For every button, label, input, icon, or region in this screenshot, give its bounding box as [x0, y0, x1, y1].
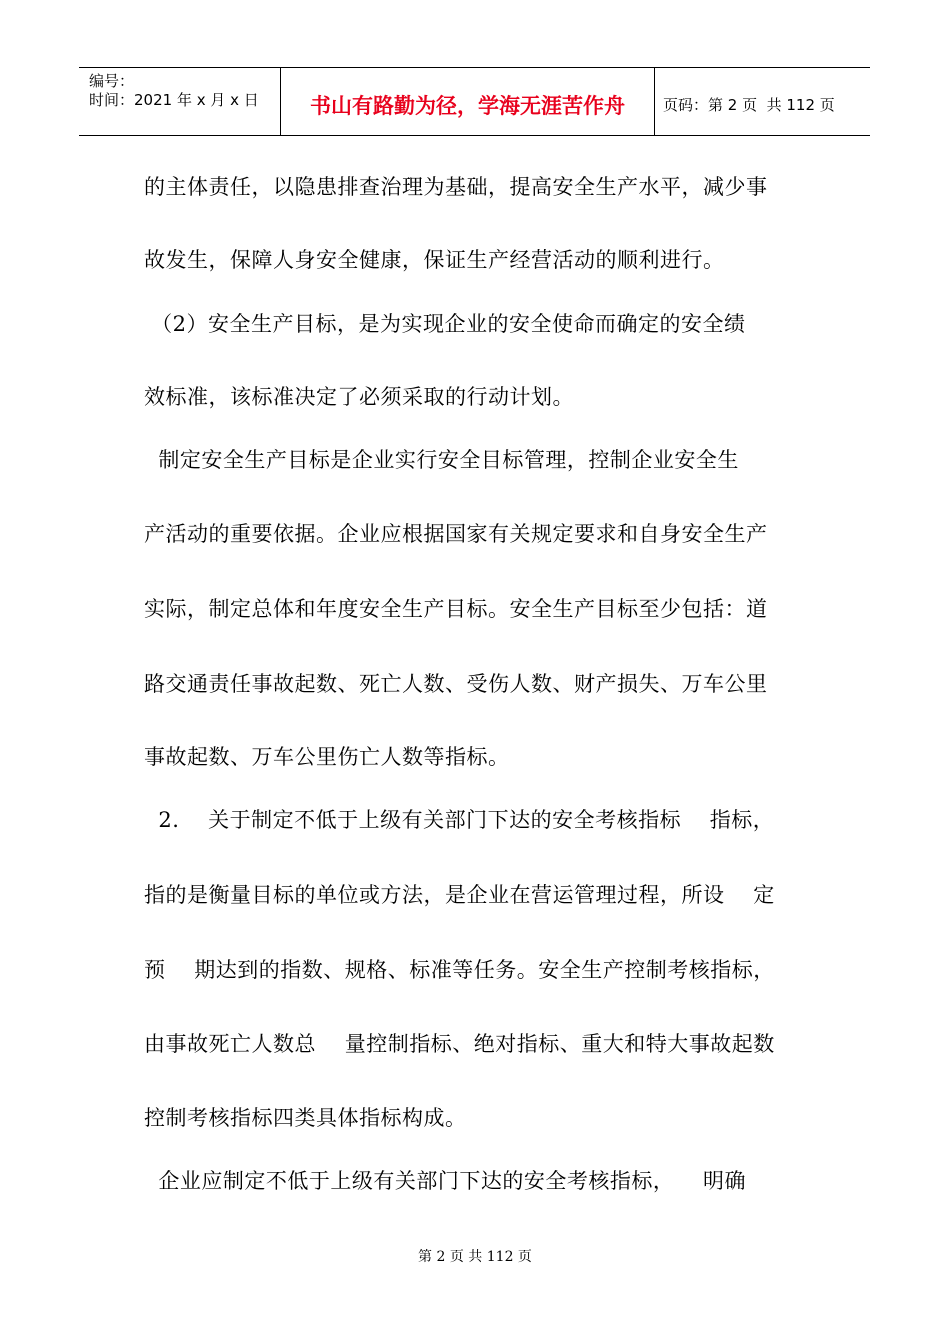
document-number-label: 编号： — [89, 72, 135, 90]
body-line: 2. 关于制定不低于上级有关部门下达的安全考核指标 指标， — [144, 808, 775, 832]
body-line: 事故起数、万车公里伤亡人数等指标。 — [144, 745, 510, 769]
document-date-label: 时间：2021 年 x 月 x 日 — [89, 91, 259, 109]
header-motto: 书山有路勤为径，学海无涯苦作舟 — [310, 93, 625, 118]
body-line: 制定安全生产目标是企业实行安全目标管理，控制企业安全生 — [144, 448, 739, 472]
header-table — [79, 67, 870, 136]
header-motto-cell — [281, 68, 655, 135]
body-line: 效标准，该标准决定了必须采取的行动计划。 — [144, 385, 574, 409]
body-line: 企业应制定不低于上级有关部门下达的安全考核指标， 明确 — [144, 1169, 747, 1193]
body-line: 由事故死亡人数总 量控制指标、绝对指标、重大和特大事故起数 — [144, 1032, 775, 1056]
body-line: 指的是衡量目标的单位或方法，是企业在营运管理过程，所设 定 — [144, 883, 775, 907]
body-line: （2）安全生产目标，是为实现企业的安全使命而确定的安全绩 — [144, 312, 746, 336]
body-line: 实际，制定总体和年度安全生产目标。安全生产目标至少包括：道 — [144, 597, 768, 621]
body-line: 的主体责任，以隐患排查治理为基础，提高安全生产水平，减少事 — [144, 175, 768, 199]
body-line: 路交通责任事故起数、死亡人数、受伤人数、财产损失、万车公里 — [144, 672, 768, 696]
header-page-label: 页码：第 2 页 共 112 页 — [663, 96, 835, 114]
body-line: 预 期达到的指数、规格、标准等任务。安全生产控制考核指标， — [144, 958, 775, 982]
body-line: 产活动的重要依据。企业应根据国家有关规定要求和自身安全生产 — [144, 522, 768, 546]
page-footer: 第 2 页 共 112 页 — [418, 1249, 532, 1265]
body-line: 故发生，保障人身安全健康，保证生产经营活动的顺利进行。 — [144, 248, 725, 272]
body-line: 控制考核指标四类具体指标构成。 — [144, 1106, 467, 1130]
header-page-cell — [655, 68, 870, 135]
header-meta-cell — [79, 68, 281, 135]
